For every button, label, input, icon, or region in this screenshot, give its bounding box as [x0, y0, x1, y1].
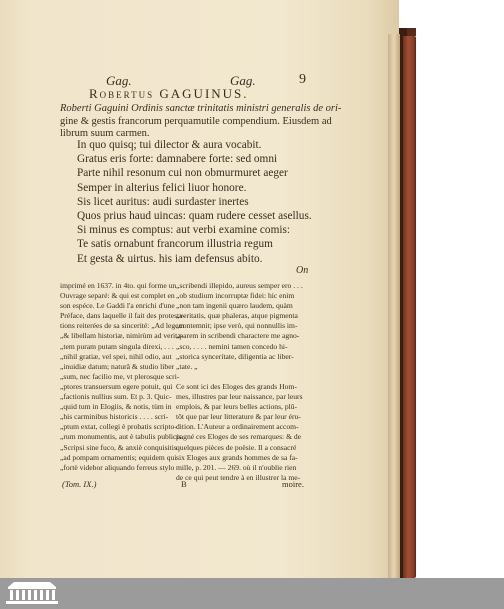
right-running-head: Gag. — [230, 73, 256, 88]
column-line: mes, illustres par leur naissance, par leurs — [176, 392, 303, 402]
column-line: de ce qui peut tendre à en illustrer la me- — [176, 472, 301, 482]
column-line: „sum, nec facilio me, vt plerosque scri- — [60, 371, 180, 381]
column-line: six Eloges aux grands hommes de sa fa- — [176, 452, 298, 462]
column-line: „non tam ingenii quæro laudem, quàm — [176, 301, 293, 311]
column-line: emplois, & par leurs belles actions, plû- — [176, 402, 298, 412]
column-line: „his carminibus historicis . . . . scri- — [60, 412, 169, 422]
right-column-paragraph — [176, 382, 303, 483]
column-line: „ob studium incorruptæ fidei: hic enim — [176, 291, 295, 301]
column-line: „nihil gratiæ, vel spei, nihil odio, aut — [60, 351, 172, 361]
column-line: son espéce. Le Gaddi l'a enrichi d'une — [60, 301, 175, 311]
column-line: „veritatis, quæ phaleras, atque pigmenta — [176, 311, 298, 321]
column-line: „factionis nullius sum. Et p. 3. Quic- — [60, 392, 172, 402]
verse-line: Et gesta & uirtus. his iam defensus abito. — [77, 252, 263, 265]
verse-line: Sis licet auritus: audi surdaster inertes — [77, 195, 249, 208]
verse-line: Semper in alterius felici liuor honore. — [77, 181, 247, 194]
verse-block — [77, 138, 312, 266]
left-running-head: Gag. — [106, 73, 132, 88]
column-line: „Scripsi sine fuco, & anxiè conquisitis — [60, 442, 177, 452]
column-line: „ptores transuersum egere potuit, qui — [60, 381, 173, 391]
column-line: Ouvrage separé: & qui est complet en — [60, 291, 175, 301]
intro-text — [60, 103, 341, 141]
column-line: imprimé en 1637. in 4to. qui forme un — [60, 281, 177, 290]
column-line: tions reiterées de sa sincerité: „Ad legem — [60, 321, 185, 331]
right-column-quote — [176, 281, 303, 372]
column-line: quelques pièces de poësie. Il a consacré — [176, 442, 297, 452]
column-line: „quid tum in Elogiis, & notis, tùm in — [60, 402, 172, 412]
verse-line: Gratus eris forte: damnabere forte: sed omni — [77, 153, 278, 166]
verse-line: Te satis ornabunt francorum illustria regum — [77, 238, 273, 251]
verse-line: In quo quisq; tui dilector & aura vocabit. — [77, 139, 262, 151]
column-line: dition. L'Auteur a ordinairement accom- — [176, 422, 299, 432]
book-cover-spine — [403, 36, 416, 578]
column-line: „storica syncerítate, diligentia ac liber- — [176, 351, 294, 361]
column-line: Préface, dans laquelle il fait des protesta- — [60, 311, 186, 321]
column-line: „tem puram putam singula direxi, . . . — [60, 341, 174, 351]
column-line: „contemnit; ipse verò, qui nonnullis im- — [176, 321, 298, 331]
intro-line: librum suum carmen. — [60, 128, 150, 139]
scanner-footer-bar — [0, 578, 504, 609]
intro-line: gine & gestis francorum perquamutile compendium. Eiusdem ad — [60, 115, 332, 127]
column-line: „ptum extat, collegi è probatis scripto- — [60, 422, 177, 432]
column-line: „scribendi illepido, aureus semper ero . . . — [176, 281, 303, 290]
entry-title: Robertus GAGUINUS. — [89, 86, 249, 101]
column-line: Ce sont ici des Eloges des grands Hom- — [176, 382, 297, 391]
intro-line: Roberti Gaguini Ordinis sanctæ trinitatis ministri generalis de ori- — [60, 103, 342, 114]
verse-line: Si minus es comptus: aut verbi examine comis: — [77, 224, 291, 237]
column-line: tôt que par leur litterature & par leur éru- — [176, 412, 301, 422]
column-line: „& libellam historiæ, nimirùm ad verita- — [60, 331, 184, 341]
volume-marker: (Tom. IX.) — [62, 479, 97, 489]
column-line: mille, p. 201. — 269. où il n'oublie rien — [176, 462, 297, 472]
column-line: „sco, . . . . nemini tamen concedo hi- — [176, 341, 288, 351]
left-column — [60, 281, 185, 473]
column-line: „ad pompam ornamentis; equidem qui — [60, 452, 177, 462]
column-line: „inuidiæ datum; naturâ & studio liber — [60, 361, 175, 371]
verse-line: Parte nihil resonum cui non obmurmuret aeger — [77, 167, 288, 180]
column-line: „parem in scribendi charactere me agno- — [176, 331, 300, 341]
verse-line: Quos prius haud uincas: quam rudere cesset asellus. — [77, 210, 312, 223]
column-line: „rum monumentis, aut è tabulis publicis. — [60, 432, 184, 442]
page-number: 9 — [299, 72, 306, 87]
final-word: moire. — [282, 479, 304, 489]
column-line: „tate. „ — [176, 361, 198, 371]
column-line: „fortè videbor aliquando ferreus stylo — [60, 462, 175, 472]
signature-mark: B — [181, 479, 187, 489]
library-building-logo-icon — [4, 579, 60, 607]
column-line: pagné ces Eloges de ses remarques: & de — [176, 432, 302, 442]
page-edge — [388, 34, 400, 578]
catchword: On — [296, 265, 309, 276]
